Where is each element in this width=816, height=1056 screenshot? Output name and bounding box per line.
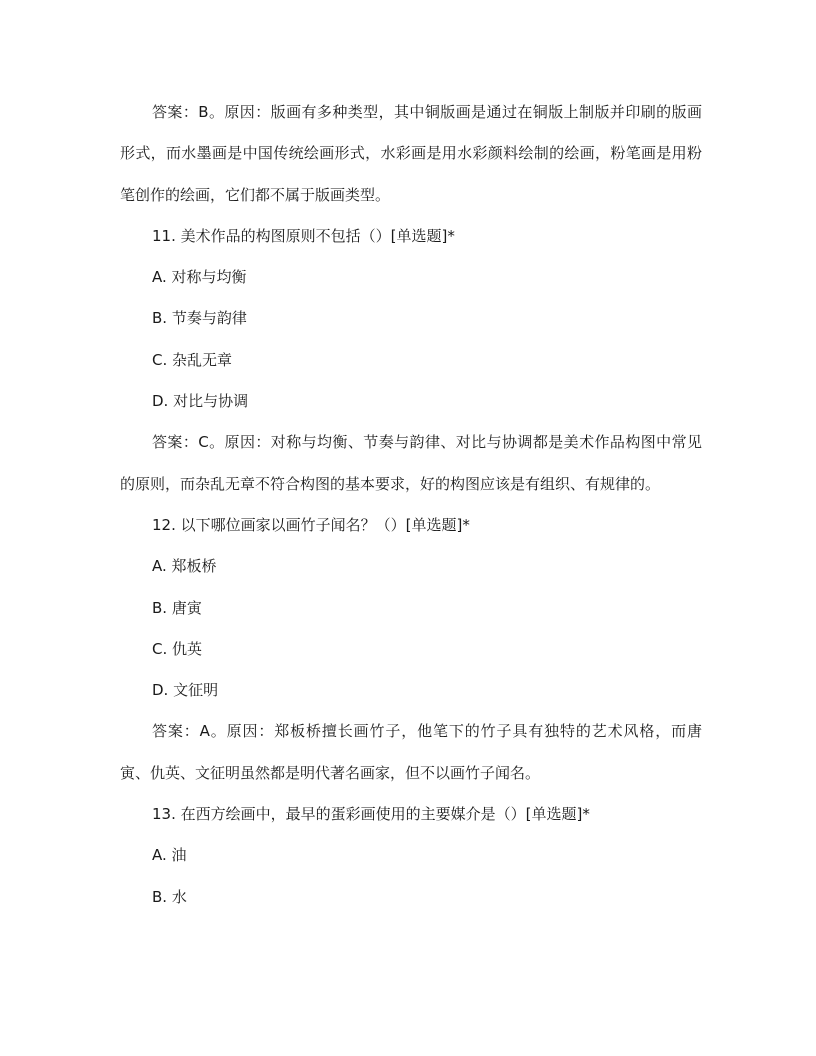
option-11-d: D. 对比与协调 [152,392,249,411]
option-12-a: A. 郑板桥 [152,557,217,576]
option-12-b: B. 唐寅 [152,598,202,617]
option-11-c: C. 杂乱无章 [152,350,233,369]
question-13: 13. 在西方绘画中，最早的蛋彩画使用的主要媒介是（）[单选题]* [152,805,590,824]
option-11-b: B. 节奏与韵律 [152,309,247,328]
question-11: 11. 美术作品的构图原则不包括（）[单选题]* [152,226,455,245]
answer-explanation-12: 答案：A。原因：郑板桥擅长画竹子，他笔下的竹子具有独特的艺术风格，而唐寅、仇英、文征明虽然都是明代著名画家，但不以画竹子闻名。 [120,722,702,782]
answer-explanation-10: 答案：B。原因：版画有多种类型，其中铜版画是通过在铜版上制版并印刷的版画形式，而水墨画是中国传统绘画形式，水彩画是用水彩颜料绘制的绘画，粉笔画是用粉笔创作的绘画，它们都不属于版画类型。 [120,103,702,204]
question-12: 12. 以下哪位画家以画竹子闻名？（）[单选题]* [152,515,470,534]
answer-explanation-11: 答案：C。原因：对称与均衡、节奏与韵律、对比与协调都是美术作品构图中常见的原则，而杂乱无章不符合构图的基本要求，好的构图应该是有组织、有规律的。 [120,433,702,493]
option-13-b: B. 水 [152,887,187,906]
document-body [120,92,702,918]
option-13-a: A. 油 [152,846,187,865]
option-11-a: A. 对称与均衡 [152,268,247,287]
option-12-c: C. 仇英 [152,639,203,658]
option-12-d: D. 文征明 [152,681,219,700]
